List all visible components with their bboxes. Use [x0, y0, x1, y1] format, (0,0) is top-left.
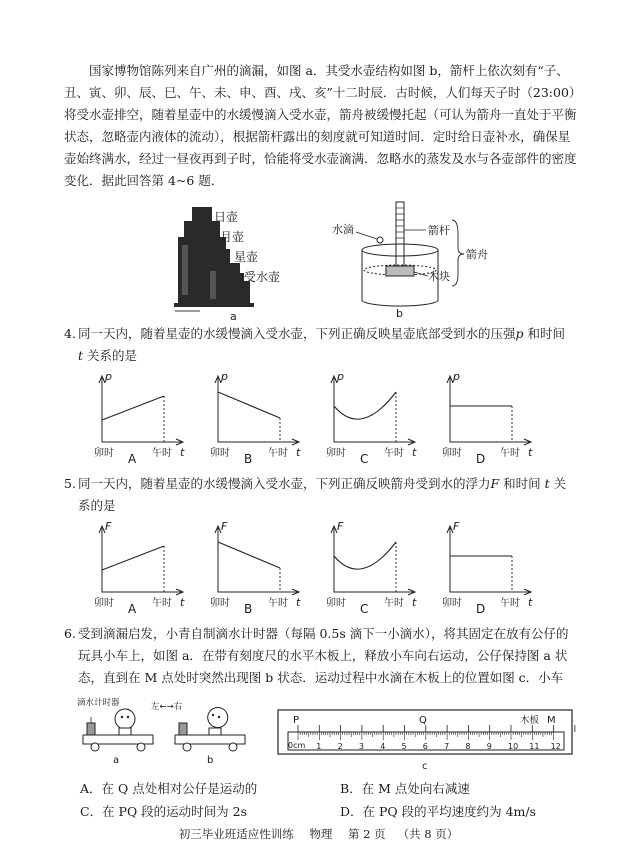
tick-end: 午时 — [500, 598, 520, 609]
footer-subject: 物理 — [309, 827, 333, 841]
q5-number: 5. — [64, 476, 76, 491]
caption-q6-c: c — [422, 761, 428, 772]
q5-text-mid: 和时间 — [499, 476, 541, 491]
q4-option-label: D — [476, 452, 486, 466]
caption-b: b — [396, 307, 403, 320]
label-direction: 左←→右 — [151, 702, 183, 712]
q5-var-F: F — [490, 476, 500, 491]
y-axis-label: F — [337, 520, 344, 533]
label-wood: 木块 — [428, 270, 450, 283]
axes — [102, 378, 182, 442]
axes — [334, 378, 414, 442]
x-axis-label: t — [528, 596, 533, 609]
tick-start: 卯时 — [326, 598, 346, 609]
q4-text-mid: 和时间 — [523, 326, 566, 341]
q5-graph-D — [440, 518, 540, 614]
ruler-number: 1 — [316, 742, 322, 751]
label-water-drop: 水滴 — [332, 223, 354, 236]
intro-line: 将受水壶排空，随着星壶中的水缓慢滴入受水壶，箭舟被缓慢托起（可认为箭舟一直处于平衡 — [64, 107, 577, 122]
q4-var-t: t — [78, 348, 84, 363]
q4-graph-A — [92, 368, 192, 464]
point-M: M — [547, 715, 556, 726]
ruler-number: 9 — [486, 742, 492, 751]
axes — [334, 528, 414, 592]
intro-line: 国家博物馆陈列来自广州的滴漏，如图 a．其受水壶结构如图 b，箭杆上依次刻有“子、 — [89, 63, 569, 78]
ruler-number: 8 — [465, 742, 471, 751]
tick-end: 午时 — [268, 448, 288, 459]
q6-choice-b: B．在 M 点处向右减速 — [340, 781, 470, 796]
q4-text-end: 关系的是 — [83, 348, 138, 363]
q6-choice-a: A．在 Q 点处相对公仔是运动的 — [80, 781, 258, 796]
figure-a-clepsydra — [170, 205, 310, 320]
tick-start: 卯时 — [94, 598, 114, 609]
q4-option-label: B — [244, 452, 253, 466]
x-axis-label: t — [412, 446, 417, 459]
q6-figure-cars — [75, 695, 265, 767]
q5-var-t: t — [544, 476, 550, 491]
q4-graph-D — [440, 368, 540, 464]
label-moon-pot: 月壶 — [220, 230, 245, 244]
tick-start: 卯时 — [442, 448, 462, 459]
ruler-number: 11 — [529, 742, 540, 751]
x-axis-label: t — [296, 596, 301, 609]
q4-option-label: A — [128, 452, 137, 466]
q6-text-line2: 玩具小车上，如图 a．在带有刻度尺的水平木板上，释放小车向右运动，公仔保持图 a 状 — [78, 648, 568, 663]
y-axis-label: F — [105, 520, 112, 533]
label-board: 木板 — [520, 715, 540, 726]
footer-title: 初三毕业班适应性训练 — [178, 827, 294, 841]
caption-q6-a: a — [113, 755, 120, 766]
tick-end: 午时 — [384, 448, 404, 459]
point-Q: Q — [419, 715, 427, 726]
intro-line: 丑、寅、卯、辰、巳、午、未、申、酉、戌、亥”十二时辰．古时候，人们每天子时（23:00） — [64, 85, 582, 100]
q4-number: 4. — [64, 326, 76, 341]
y-axis-label: p — [453, 370, 460, 383]
q5-text-end: 关 — [549, 476, 567, 491]
tick-end: 午时 — [152, 448, 172, 459]
label-star-pot: 星壶 — [234, 250, 259, 264]
ruler-number: 10 — [508, 742, 519, 751]
footer-page: 第 2 页 — [348, 827, 386, 841]
y-axis-label: p — [221, 370, 228, 383]
axes — [102, 528, 182, 592]
q4-var-p: p — [515, 326, 524, 341]
x-axis-label: t — [180, 446, 185, 459]
curve-line — [334, 542, 396, 569]
caption-q6-b: b — [207, 755, 214, 766]
tick-start: 卯时 — [210, 448, 230, 459]
intro-line: 壶始终满水，经过一昼夜再到子时，恰能将受水壶滴满．忽略水的蒸发及水与各壶部件的密度 — [64, 151, 577, 166]
label-receiving-pot: 受水壶 — [244, 270, 281, 284]
question-4 — [64, 323, 594, 367]
q4-graph-C — [324, 368, 424, 464]
tick-end: 午时 — [268, 598, 288, 609]
ruler-number: 2 — [337, 742, 343, 751]
tick-end: 午时 — [152, 598, 172, 609]
caption-a: a — [230, 310, 237, 320]
q4-option-label: C — [360, 452, 369, 466]
axes — [450, 528, 530, 592]
tick-start: 卯时 — [210, 598, 230, 609]
q6-number: 6. — [64, 626, 76, 641]
tick-start: 卯时 — [94, 448, 114, 459]
ruler-number: 5 — [401, 742, 407, 751]
y-axis-label: F — [453, 520, 460, 533]
footer-total: （共 8 页） — [397, 827, 459, 841]
ruler-number: 7 — [444, 742, 450, 751]
q4-graph-B — [208, 368, 308, 464]
intro-line: 变化．据此回答第 4~6 题． — [64, 173, 224, 188]
y-axis-label: p — [105, 370, 112, 383]
axes — [218, 528, 298, 592]
label-boat: 箭舟 — [466, 248, 488, 261]
x-axis-label: t — [296, 446, 301, 459]
curve-line — [334, 392, 396, 419]
curve-line — [102, 546, 164, 570]
ruler-number: 3 — [358, 742, 364, 751]
ruler-unit: 0cm — [288, 741, 306, 750]
intro-paragraph — [64, 60, 584, 192]
ruler-number: 6 — [422, 742, 428, 751]
q5-graph-B — [208, 518, 308, 614]
x-axis-label: t — [528, 446, 533, 459]
label-sun-pot: 日壶 — [214, 210, 239, 224]
intro-line: 状态，忽略壶内液体的流动），根据箭杆露出的刻度就可知道时间．定时给日壶补水，确保星 — [64, 129, 571, 144]
ruler-tick-marks — [298, 732, 561, 751]
q5-option-label: C — [360, 602, 369, 616]
x-axis-label: t — [180, 596, 185, 609]
y-axis-label: F — [221, 520, 228, 533]
axes — [450, 378, 530, 442]
point-P: P — [293, 715, 300, 726]
q5-graph-C — [324, 518, 424, 614]
q5-option-label: A — [128, 602, 137, 616]
q6-choice-c: C．在 PQ 段的运动时间为 2s — [80, 804, 248, 819]
x-axis-label: t — [412, 596, 417, 609]
q6-choice-d: D．在 PQ 段的平均速度约为 4m/s — [340, 804, 537, 819]
ruler-number: 4 — [380, 742, 386, 751]
tick-start: 卯时 — [326, 448, 346, 459]
q6-text-line1: 受到滴漏启发，小青自制滴水计时器（每隔 0.5s 滴下一小滴水），将其固定在放有公仔的 — [78, 626, 569, 641]
label-arrow-rod: 箭杆 — [428, 224, 450, 237]
q4-text: 同一天内，随着星壶的水缓慢滴入受水壶，下列正确反映星壶底部受到水的压强 — [78, 326, 516, 341]
q5-option-label: D — [476, 602, 486, 616]
q5-option-label: B — [244, 602, 253, 616]
curve-line — [102, 396, 164, 420]
ruler-number: 12 — [550, 742, 561, 751]
q6-text-line3: 态，直到在 M 点处时突然出现图 b 状态．运动过程中水滴在木板上的位置如图 c．小车 — [78, 670, 564, 685]
q6-figure-ruler — [276, 706, 576, 774]
y-axis-label: p — [337, 370, 344, 383]
question-5 — [64, 473, 594, 517]
water-drop-marks — [298, 725, 575, 732]
curve-line — [218, 542, 280, 568]
axes — [218, 378, 298, 442]
question-6 — [64, 623, 594, 689]
label-timer: 滴水计时器 — [77, 698, 120, 708]
page-footer — [0, 826, 637, 842]
q5-text: 同一天内，随着星壶的水缓慢滴入受水壶，下列正确反映箭舟受到水的浮力 — [78, 476, 491, 491]
q5-text-line2: 系的是 — [78, 498, 116, 513]
tick-start: 卯时 — [442, 598, 462, 609]
curve-line — [218, 392, 280, 418]
figure-b-structure — [330, 200, 500, 320]
tick-end: 午时 — [384, 598, 404, 609]
tick-end: 午时 — [500, 448, 520, 459]
q5-graph-A — [92, 518, 192, 614]
